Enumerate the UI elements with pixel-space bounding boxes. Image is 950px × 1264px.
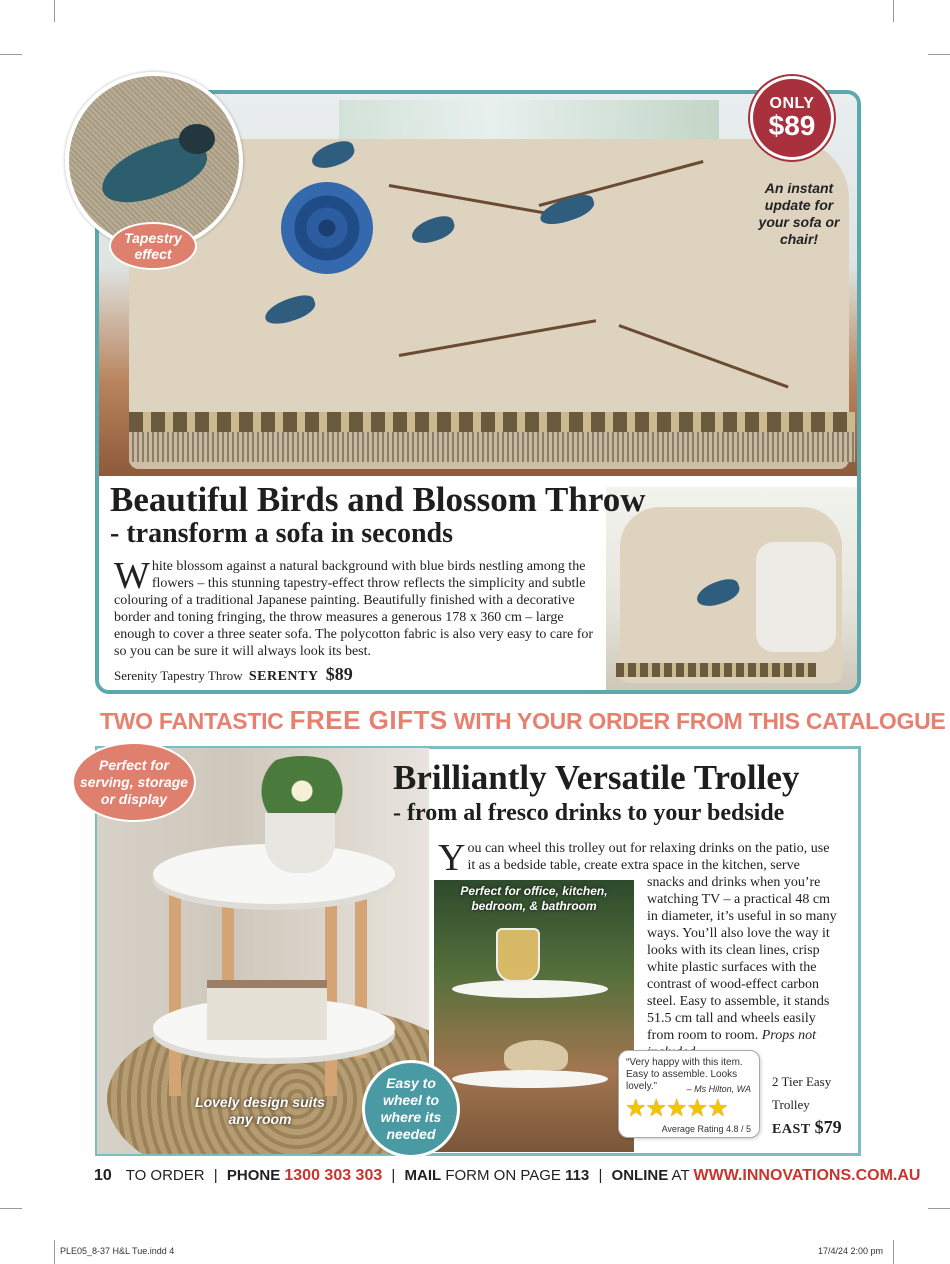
order-footer: [94, 1167, 920, 1185]
trolley-description-bottom: [647, 874, 842, 1061]
trolley-body-top: ou can wheel this trolley out for relaxing drinks on the patio, use it as a bedside table, create extra space in the kitchen, serve: [467, 841, 830, 873]
throw-order-line: [114, 664, 353, 685]
crop-mark: [0, 54, 22, 55]
drop-cap: W: [114, 555, 150, 597]
round-blue-cushion: [281, 182, 373, 274]
crop-mark: [54, 1240, 55, 1264]
trolley-price: $79: [814, 1117, 842, 1137]
price-badge: [750, 76, 834, 160]
print-slug-date: 17/4/24 2:00 pm: [818, 1246, 884, 1256]
mail-label: MAIL: [404, 1167, 442, 1184]
tapestry-effect-tag: Tapestry effect: [109, 222, 197, 270]
crop-mark: [893, 0, 894, 22]
throw-fringe: [129, 432, 855, 462]
mail-page: 113: [565, 1167, 590, 1184]
trolley-body-bottom: snacks and drinks when you’re watching TV – a practical 48 cm in diameter, it’s useful in so many ways. You’ll also love the way it looks with its clean lines, crisp white plastic surfaces with the contrast of wood-effect carbon steel. Easy to assemble, it stands 51.5 cm tall and wheels easily from room to room.: [647, 875, 837, 1043]
phone-label: PHONE: [226, 1167, 281, 1184]
throw-price: $89: [325, 664, 353, 684]
throw-body-text: hite blossom against a natural background with blue birds nestling among the flowers – this stunning tapestry-effect throw reflects the simplicity and subtle colouring of a traditional Japanese painting. Beautifully finished with a decorative border and toning fringing, the throw measures a generous 178 x 360 cm – large enough to cover a three seater sofa. The polycotton fabric is also very easy to care for so you can be sure it will always look its best.: [114, 559, 594, 659]
trolley-subtitle: - from al fresco drinks to your bedside: [393, 800, 785, 826]
bird-head-motif: [179, 124, 215, 154]
throw-product-code: SERENTY: [248, 669, 319, 684]
footer-separator: |: [213, 1167, 218, 1184]
banner-text-1: TWO FANTASTIC: [100, 708, 290, 734]
price-badge-amount: $89: [768, 110, 816, 141]
serving-storage-tag: Perfect for serving, storage or display: [72, 742, 196, 822]
review-quote: “Very happy with this item. Easy to assemble. Looks lovely.”: [626, 1057, 743, 1092]
drop-cap: Y: [438, 837, 466, 879]
trolley-bottom-tray: [452, 1070, 608, 1088]
crop-mark: [928, 1208, 950, 1209]
crop-mark: [54, 0, 55, 22]
mail-text: FORM ON PAGE: [445, 1167, 561, 1184]
trolley-patio-photo: [434, 880, 634, 1152]
trolley-top-tray: [452, 980, 608, 998]
throw-title: Beautiful Birds and Blossom Throw: [110, 480, 646, 519]
online-at: AT: [671, 1167, 690, 1184]
trolley-order-line: [772, 1070, 852, 1141]
crop-mark: [0, 1208, 22, 1209]
throw-description: [114, 555, 598, 660]
average-rating: Average Rating 4.8 / 5: [661, 1124, 751, 1134]
banner-text-2: WITH YOUR ORDER FROM THIS CATALOGUE: [447, 708, 946, 734]
lovely-design-caption: Lovely design suits any room: [195, 1094, 325, 1127]
throw-subtitle: - transform a sofa in seconds: [110, 518, 453, 549]
straw-hat: [504, 1040, 568, 1070]
footer-separator: |: [598, 1167, 603, 1184]
office-kitchen-caption: Perfect for office, kitchen, bedroom, & bathroom: [460, 884, 608, 913]
page-number: 10: [94, 1167, 112, 1184]
review-author: – Ms Hilton, WA: [686, 1084, 751, 1094]
customer-review-box: [618, 1050, 760, 1138]
crop-mark: [928, 54, 950, 55]
drinks-jug: [496, 928, 540, 982]
plant-pot: [265, 813, 335, 873]
props-not-included: Props not: [761, 1028, 817, 1043]
throw-product-name: Serenity Tapestry Throw: [114, 668, 243, 683]
free-gifts-banner: [100, 705, 946, 736]
online-label: ONLINE: [611, 1167, 669, 1184]
footer-separator: |: [391, 1167, 396, 1184]
throw-border: [129, 412, 855, 432]
trolley-title: Brilliantly Versatile Trolley: [393, 758, 800, 797]
trolley-product-code: EAST: [772, 1122, 811, 1137]
trolley-leg: [169, 866, 181, 1096]
trolley-description-top: [438, 837, 838, 879]
print-slug-file: PLE05_8-37 H&L Tue.indd 4: [60, 1246, 175, 1256]
website-link[interactable]: WWW.INNOVATIONS.COM.AU: [693, 1167, 921, 1184]
chair-cushion: [756, 542, 836, 652]
instant-update-note: An instant update for your sofa or chair!: [758, 180, 840, 247]
crop-mark: [893, 1240, 894, 1264]
banner-free-gifts: FREE GIFTS: [289, 705, 448, 735]
easy-to-wheel-tag: Easy to wheel to where its needed: [362, 1060, 460, 1158]
throw-fringe: [616, 663, 816, 677]
trolley-product-name: 2 Tier Easy Trolley: [772, 1074, 832, 1112]
stacked-books: [207, 980, 327, 1040]
price-badge-only: ONLY: [769, 95, 815, 112]
phone-number[interactable]: 1300 303 303: [284, 1167, 383, 1184]
to-order-label: TO ORDER: [125, 1167, 205, 1184]
star-rating-icon: ★★★★★: [625, 1095, 728, 1122]
